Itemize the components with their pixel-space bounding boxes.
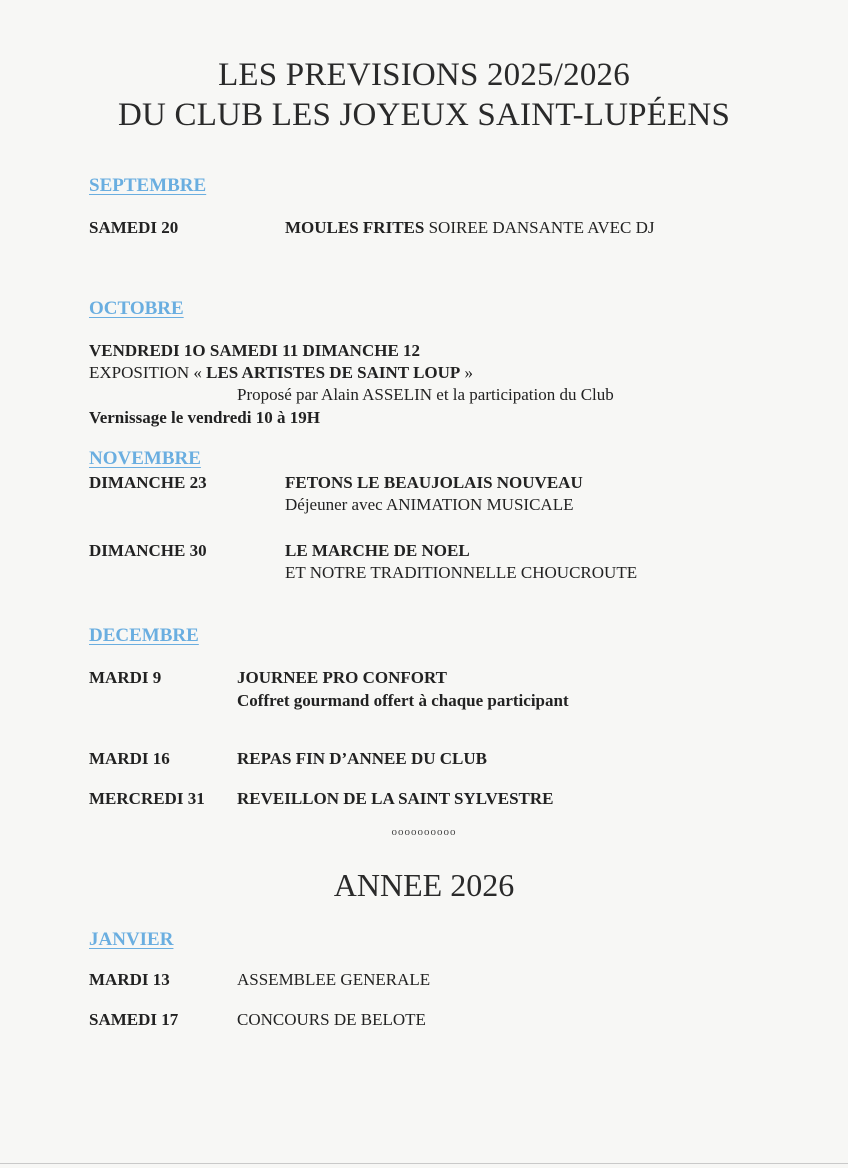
event-day: MARDI 16 — [89, 749, 170, 768]
event-day: SAMEDI 17 — [89, 1010, 179, 1029]
exposition-line — [89, 363, 473, 383]
event-description — [285, 218, 655, 238]
event-day: DIMANCHE 30 — [89, 541, 207, 560]
event-title: JOURNEE PRO CONFORT — [237, 668, 448, 687]
event-detail: Déjeuner avec ANIMATION MUSICALE — [285, 495, 574, 514]
event-title: ASSEMBLEE GENERALE — [237, 970, 431, 989]
event-detail: Coffret gourmand offert à chaque participant — [237, 691, 569, 710]
exposition-credit: Proposé par Alain ASSELIN et la participation du Club — [237, 385, 614, 404]
event-day: SAMEDI 20 — [89, 218, 179, 237]
event-title: FETONS LE BEAUJOLAIS NOUVEAU — [285, 473, 583, 492]
month-heading-decembre: DECEMBRE — [89, 625, 199, 646]
event-detail: SOIREE DANSANTE AVEC DJ — [424, 218, 655, 237]
month-heading-janvier: JANVIER — [89, 929, 174, 950]
event-title: MOULES FRITES — [285, 218, 425, 237]
year-heading: ANNEE 2026 — [333, 867, 515, 903]
event-dates: VENDREDI 1O SAMEDI 11 DIMANCHE 12 — [89, 341, 421, 360]
section-separator: oooooooooo — [391, 826, 457, 838]
event-day: MARDI 9 — [89, 668, 162, 687]
month-heading-novembre: NOVEMBRE — [89, 448, 201, 469]
event-title: REVEILLON DE LA SAINT SYLVESTRE — [237, 789, 554, 808]
event-title: LE MARCHE DE NOEL — [285, 541, 470, 560]
event-day: MERCREDI 31 — [89, 789, 205, 808]
event-title: CONCOURS DE BELOTE — [237, 1010, 426, 1029]
title-line-1: LES PREVISIONS 2025/2026 — [218, 57, 630, 93]
exposition-title: LES ARTISTES DE SAINT LOUP — [206, 363, 461, 382]
event-detail: ET NOTRE TRADITIONNELLE CHOUCROUTE — [285, 563, 638, 582]
vernissage-note: Vernissage le vendredi 10 à 19H — [89, 408, 320, 427]
month-heading-septembre: SEPTEMBRE — [89, 175, 207, 196]
page-edge-line — [0, 1163, 848, 1164]
event-title: REPAS FIN D’ANNEE DU CLUB — [237, 749, 487, 768]
event-day: DIMANCHE 23 — [89, 473, 207, 492]
exposition-suffix: » — [460, 363, 474, 382]
event-day: MARDI 13 — [89, 970, 170, 989]
month-heading-octobre: OCTOBRE — [89, 298, 184, 319]
exposition-prefix: EXPOSITION « — [89, 363, 207, 382]
title-line-2: DU CLUB LES JOYEUX SAINT-LUPÉENS — [117, 97, 731, 133]
